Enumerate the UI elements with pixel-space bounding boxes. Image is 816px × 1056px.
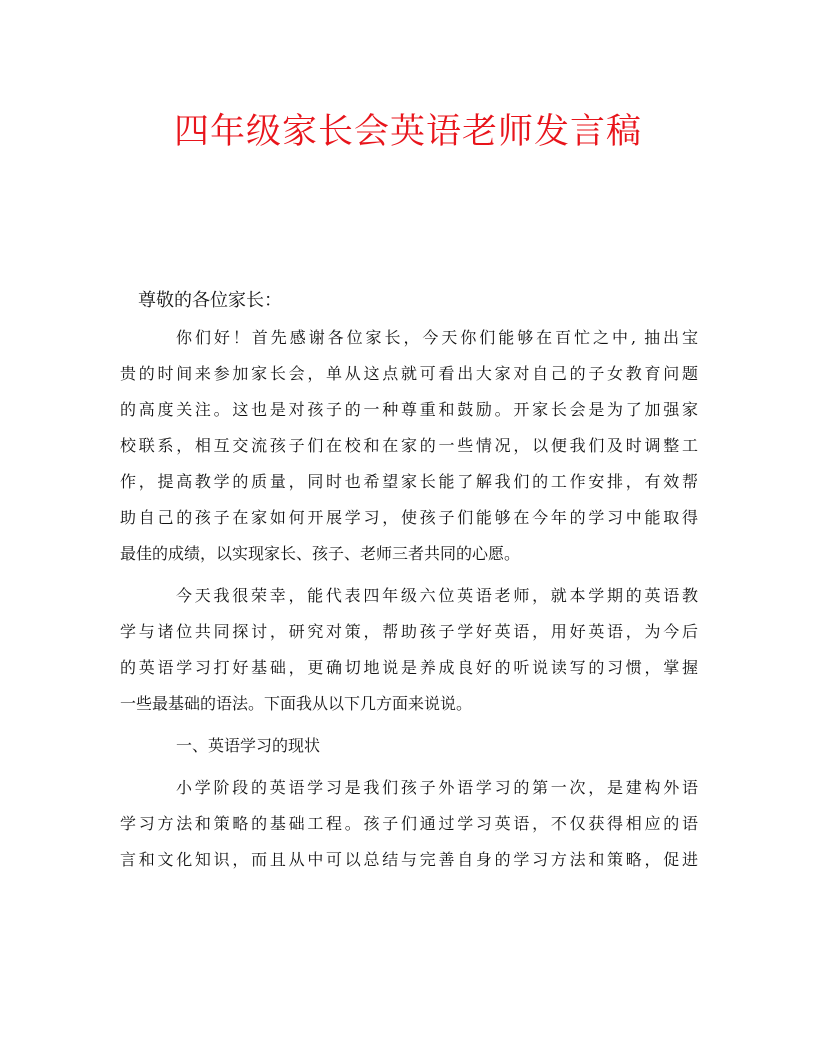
paragraph-2: [120, 583, 698, 727]
paragraph-line: 学与诸位共同探讨，研究对策，帮助孩子学好英语，用好英语，为今后: [120, 622, 698, 641]
paragraph-line: 助自己的孩子在家如何开展学习，使孩子们能够在今年的学习中能取得: [120, 508, 698, 527]
section-heading: 一、英语学习的现状: [176, 736, 321, 755]
paragraph-line: 你们好！首先感谢各位家长，今天你们能够在百忙之中, 抽出宝: [176, 328, 698, 347]
paragraph-line: 贵的时间来参加家长会，单从这点就可看出大家对自己的子女教育问题: [120, 364, 698, 383]
paragraph-line: 的高度关注。这也是对孩子的一种尊重和鼓励。开家长会是为了加强家: [120, 400, 698, 419]
paragraph-line: 小学阶段的英语学习是我们孩子外语学习的第一次，是建构外语: [176, 778, 698, 797]
paragraph-line: 学习方法和策略的基础工程。孩子们通过学习英语，不仅获得相应的语: [120, 814, 698, 833]
paragraph-line: 校联系，相互交流孩子们在校和在家的一些情况，以便我们及时调整工: [120, 436, 698, 455]
paragraph-line: 今天我很荣幸，能代表四年级六位英语老师，就本学期的英语教: [176, 586, 698, 605]
paragraph-line: 最佳的成绩，以实现家长、孩子、老师三者共同的心愿。: [120, 544, 521, 563]
paragraph-3: [120, 775, 698, 883]
salutation: 尊敬的各位家长：: [138, 290, 282, 311]
paragraph-line: 一些最基础的语法。下面我从以下几方面来说说。: [120, 694, 473, 713]
paragraph-1: [120, 325, 698, 577]
paragraph-line: 言和文化知识，而且从中可以总结与完善自身的学习方法和策略，促进: [120, 850, 698, 869]
document-body: [120, 283, 698, 883]
paragraph-line: 的英语学习打好基础，更确切地说是养成良好的听说读写的习惯，掌握: [120, 658, 698, 677]
section-heading-1: [120, 733, 698, 769]
paragraph-line: 作，提高教学的质量，同时也希望家长能了解我们的工作安排，有效帮: [120, 472, 698, 491]
document-title: 四年级家长会英语老师发言稿: [173, 112, 642, 152]
